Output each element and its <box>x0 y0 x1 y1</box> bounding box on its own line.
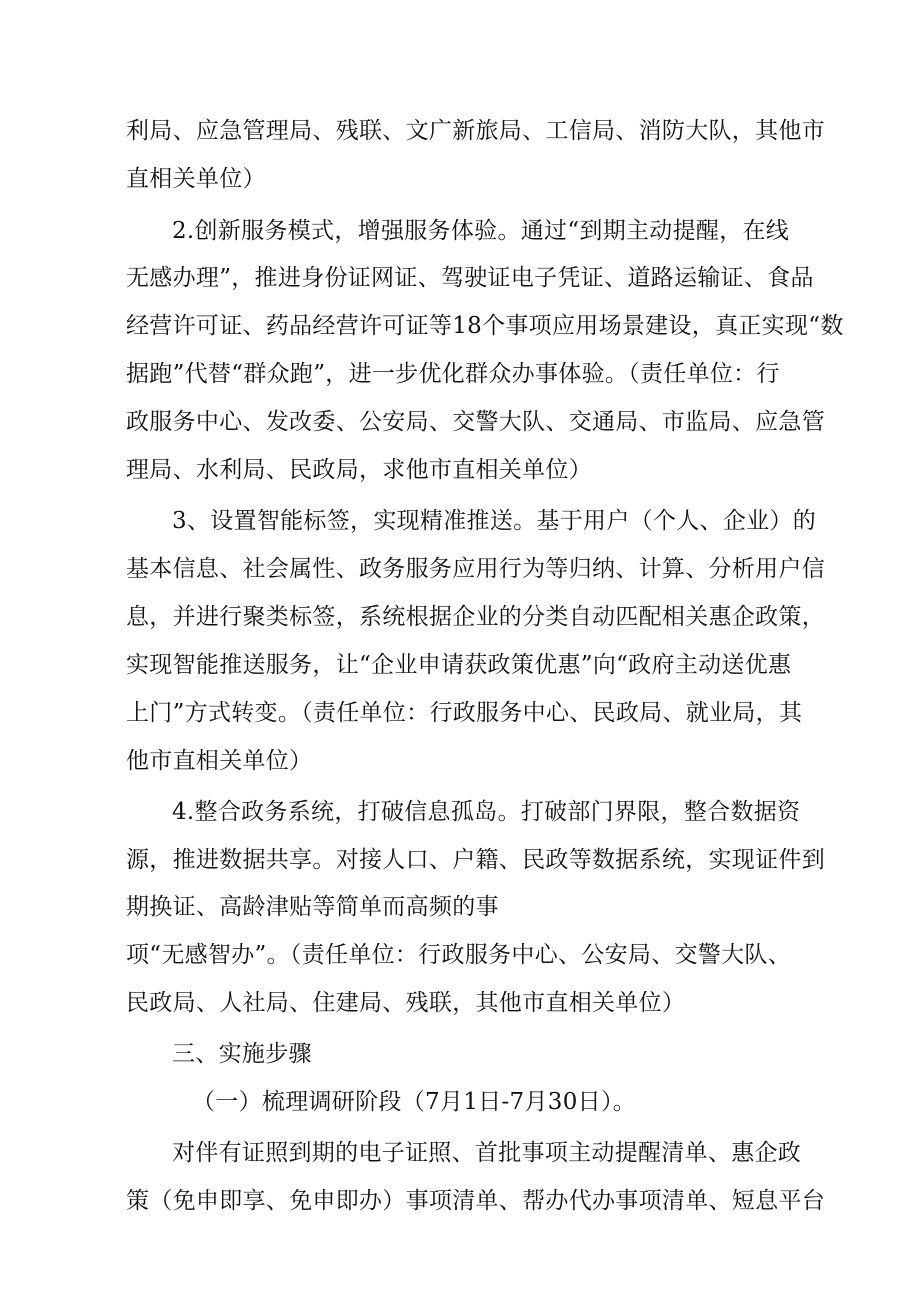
paragraph-3-heading: 3、设置智能标签，实现精准推送。基于用户（个人、企业）的 <box>172 508 817 534</box>
text-line: 策（免申即享、免申即办）事项清单、帮办代办事项清单、短息平台 <box>126 1188 825 1214</box>
text-line: 直相关单位） <box>126 166 266 192</box>
text-line: 理局、水利局、民政局，求他市直相关单位） <box>126 457 592 483</box>
text-line: 利局、应急管理局、残联、文广新旅局、工信局、消防大队，其他市 <box>126 118 825 144</box>
text-line: 实现智能推送服务，让“企业申请获政策优惠”向“政府主动送优惠 <box>126 652 792 678</box>
text-line: 经营许可证、药品经营许可证等18个事项应用场景建设，真正实现“数 <box>126 313 844 339</box>
text-line: 他市直相关单位） <box>126 748 313 774</box>
phase-heading: （一）梳理调研阶段（7月1日-7月30日）。 <box>192 1089 637 1115</box>
text-line: 据跑”代替“群众跑”，进一步优化群众办事体验。（责任单位：行 <box>126 361 780 387</box>
paragraph-4-heading: 4.整合政务系统，打破信息孤岛。打破部门界限，整合数据资 <box>172 799 801 825</box>
text-line: 上门”方式转变。（责任单位：行政服务中心、民政局、就业局，其 <box>126 700 803 726</box>
text-line: 基本信息、社会属性、政务服务应用行为等归纳、计算、分析用户信 <box>126 556 825 582</box>
paragraph-2-heading: 2.创新服务模式，增强服务体验。通过“到期主动提醒，在线 <box>172 218 790 244</box>
text-line: 项“无感智办”。（责任单位：行政服务中心、公安局、交警大队、 <box>126 942 792 968</box>
text-line: 源，推进数据共享。对接人口、户籍、民政等数据系统，实现证件到 <box>126 847 825 873</box>
text-line: 政服务中心、发改委、公安局、交警大队、交通局、市监局、应急管 <box>126 409 825 435</box>
text-line: 无感办理”，推进身份证网证、驾驶证电子凭证、道路运输证、食品 <box>126 265 814 291</box>
text-line: 民政局、人社局、住建局、残联，其他市直相关单位） <box>126 990 686 1016</box>
text-line: 期换证、高龄津贴等简单而高频的事 <box>126 894 499 920</box>
text-line: 对伴有证照到期的电子证照、首批事项主动提醒清单、惠企政 <box>172 1140 802 1166</box>
section-heading-implementation-steps: 三、实施步骤 <box>172 1041 312 1067</box>
text-line: 息，并进行聚类标签，系统根据企业的分类自动匹配相关惠企政策， <box>126 604 825 630</box>
